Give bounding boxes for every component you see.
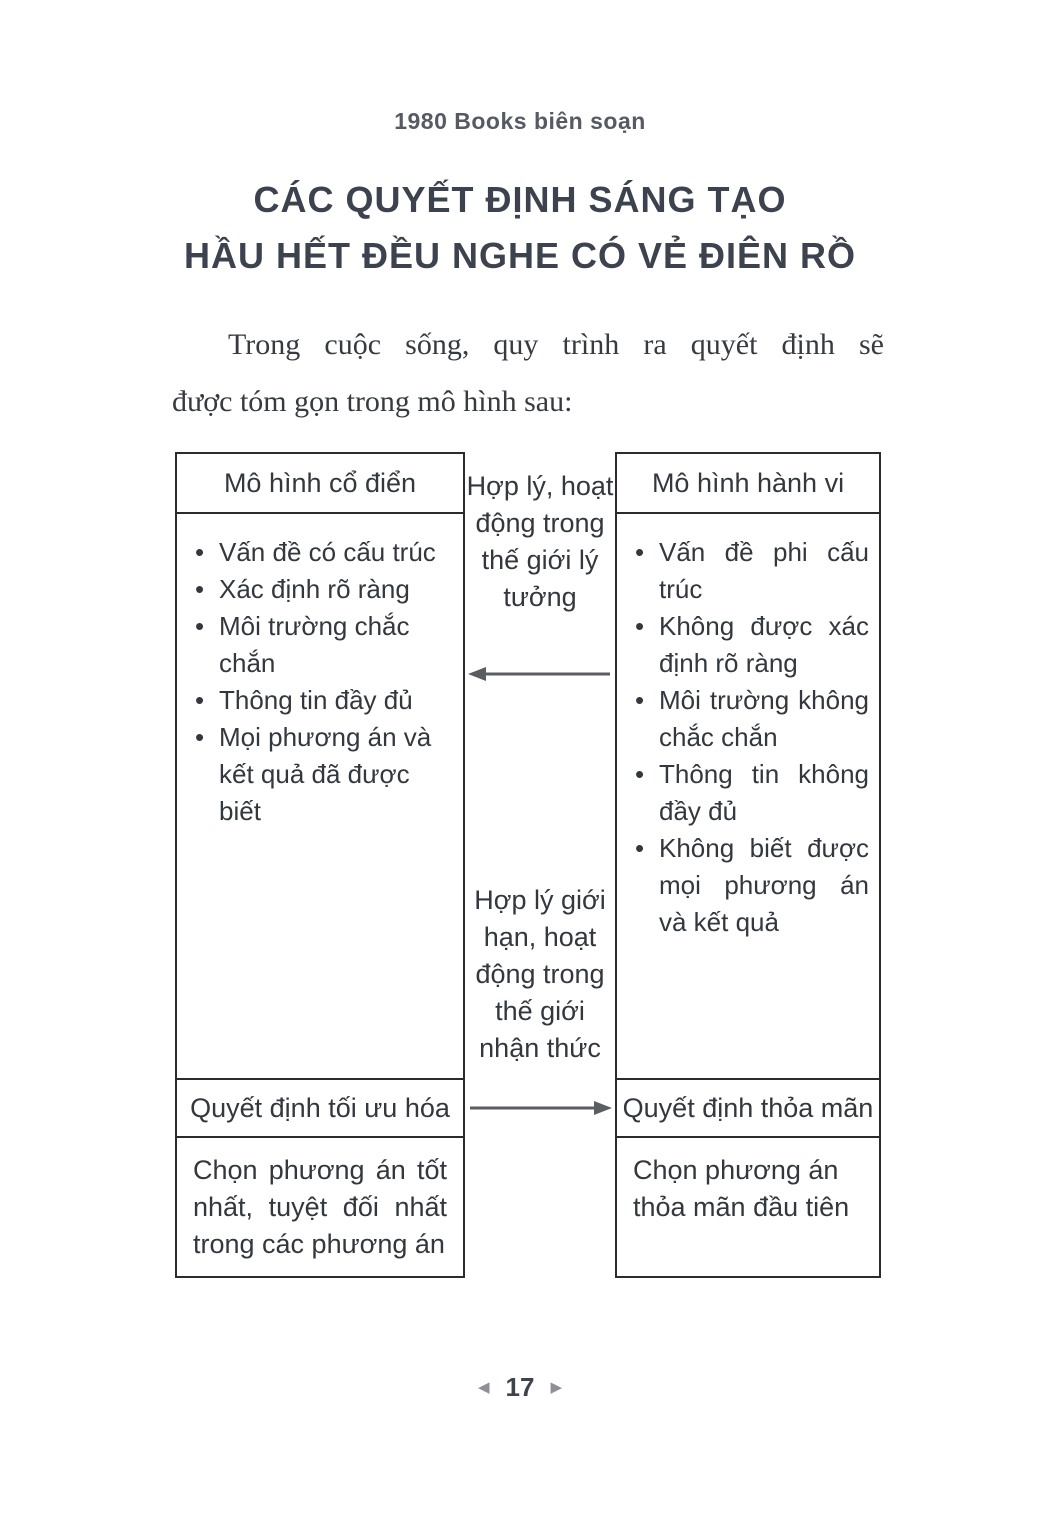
intro-line-2: được tóm gọn trong mô hình sau: <box>172 385 573 418</box>
bullet-item: • Thông tin không đầy đủ <box>625 756 869 830</box>
bullet-item: • Môi trường không chắc chắn <box>625 682 869 756</box>
chapter-title-line-2: HẦU HẾT ĐỀU NGHE CÓ VẺ ĐIÊN RỒ <box>183 235 857 276</box>
bounded-rationality-label: Hợp lý giới hạn, hoạt động trong thế giới nhận thức <box>474 885 606 1063</box>
intro-paragraph <box>172 316 884 430</box>
decision-model-diagram <box>0 452 1040 1292</box>
rationality-label: Hợp lý, hoạt động trong thế giới lý tưởng <box>466 471 614 612</box>
bullet-item: • Môi trường chắc chắn <box>185 608 453 682</box>
page-number: 17 <box>505 1372 535 1402</box>
bullet-item: • Không biết được mọi phương án và kết quả <box>625 830 869 941</box>
intro-line-1: Trong cuộc sống, quy trình ra quyết định sẽ <box>228 328 884 361</box>
bullet-item: • Mọi phương án và kết quả đã được biết <box>185 719 453 830</box>
chapter-title-line-1: CÁC QUYẾT ĐỊNH SÁNG TẠO <box>253 179 787 220</box>
arrow-left-icon <box>468 664 610 684</box>
behavioral-decision-header: Quyết định thỏa mãn <box>615 1080 881 1138</box>
bullet-item: • Thông tin đầy đủ <box>185 682 453 719</box>
chapter-title <box>0 172 1040 284</box>
classical-model-column <box>175 452 465 1278</box>
bullet-item: • Xác định rõ ràng <box>185 571 453 608</box>
classical-decision-description: Chọn phương án tốt nhất, tuyệt đối nhất trong các phương án <box>175 1138 465 1278</box>
behavioral-model-header: Mô hình hành vi <box>615 452 881 514</box>
bullet-item: • Vấn đề có cấu trúc <box>185 534 453 571</box>
bullet-item: • Vấn đề phi cấu trúc <box>625 534 869 608</box>
behavioral-decision-description: Chọn phương án thỏa mãn đầu tiên <box>615 1138 881 1278</box>
behavioral-model-bullet-list <box>625 534 869 941</box>
behavioral-model-body <box>615 514 881 1080</box>
bullet-item: • Không được xác định rõ ràng <box>625 608 869 682</box>
next-page-icon: ▶ <box>550 1378 562 1396</box>
page-footer <box>0 1374 1040 1400</box>
classical-decision-header: Quyết định tối ưu hóa <box>175 1080 465 1138</box>
prev-page-icon: ◀ <box>477 1378 490 1396</box>
arrow-right-icon <box>470 1098 612 1118</box>
classical-model-bullet-list <box>185 534 453 830</box>
behavioral-model-column <box>615 452 881 1278</box>
publisher-imprint: 1980 Books biên soạn <box>394 108 646 134</box>
classical-model-body <box>175 514 465 1080</box>
classical-model-header: Mô hình cổ điển <box>175 452 465 514</box>
